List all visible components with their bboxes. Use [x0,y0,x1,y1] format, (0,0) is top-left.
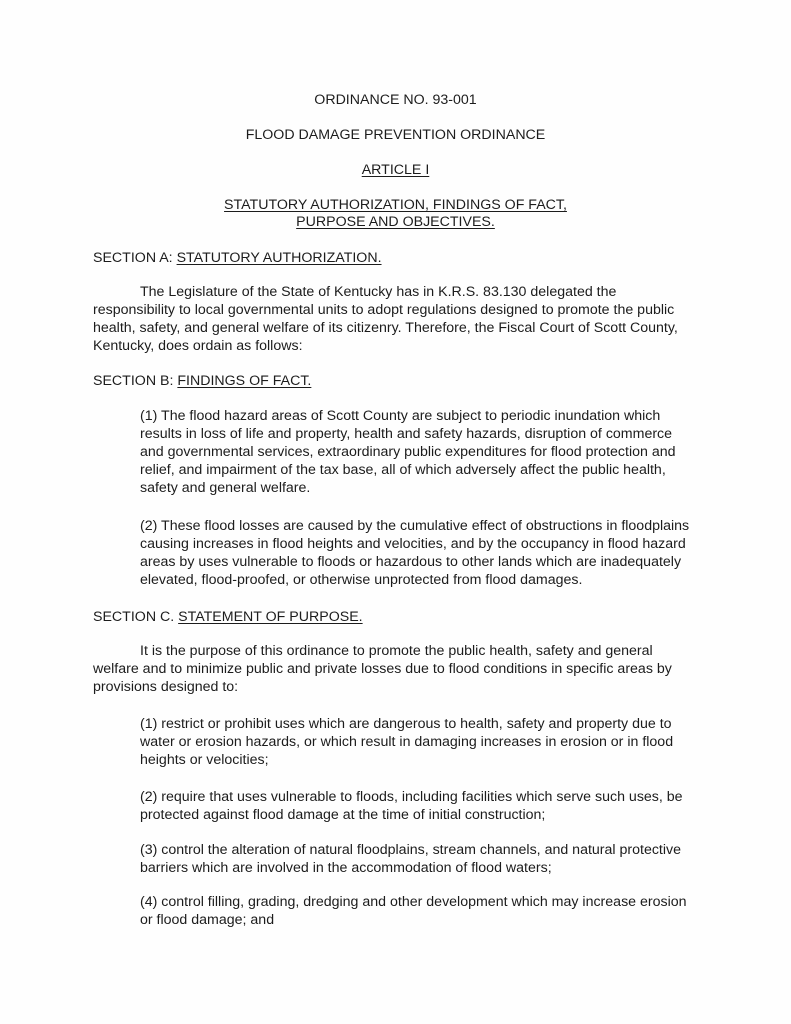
paragraph-line: health, safety, and general welfare of its citizenry. Therefore, the Fiscal Court of Scott County, [93,320,678,337]
section-c-heading [93,608,363,626]
article-title-text: PURPOSE AND OBJECTIVES. [296,214,495,230]
section-prefix: SECTION B: [93,373,178,389]
item-line: safety and general welfare. [140,480,311,497]
section-title: STATEMENT OF PURPOSE. [178,609,363,625]
item-line: (2) require that uses vulnerable to floods, including facilities which serve such uses, be [140,789,683,805]
section-a-heading [93,249,382,267]
item-line: (4) control filling, grading, dredging and other development which may increase erosion [140,894,687,910]
paragraph-line: welfare and to minimize public and private losses due to flood conditions in specific areas by [93,661,672,678]
item-line: (3) control the alteration of natural floodplains, stream channels, and natural protective [140,842,682,858]
item-line: barriers which are involved in the accommodation of flood waters; [140,860,552,877]
item-line: relief, and impairment of the tax base, all of which adversely affect the public health, [140,462,666,479]
paragraph-line: provisions designed to: [93,679,239,696]
article-title-text: STATUTORY AUTHORIZATION, FINDINGS OF FACT, [224,197,567,213]
purpose-item-3 [140,841,720,877]
ordinance-number: ORDINANCE NO. 93-001 [314,92,477,108]
item-line: heights or velocities; [140,752,269,769]
item-line: and governmental services, extraordinary public expenditures for flood protection and [140,444,676,461]
section-a-paragraph [93,283,713,355]
item-line: protected against flood damage at the time of initial construction; [140,807,546,824]
item-line: causing increases in flood heights and velocities, and by the occupancy in flood hazard [140,536,686,553]
item-line: areas by uses vulnerable to floods or hazardous to other lands which are inadequately [140,554,682,571]
article-number: ARTICLE I [361,162,430,178]
paragraph-line: It is the purpose of this ordinance to promote the public health, safety and general [140,643,653,659]
section-prefix: SECTION C. [93,609,179,625]
section-b-heading [93,372,311,390]
item-line: (2) These flood losses are caused by the cumulative effect of obstructions in floodplains [140,518,690,534]
article-title-line-2 [0,213,791,231]
item-line: elevated, flood-proofed, or otherwise unprotected from flood damages. [140,572,583,589]
article-heading [0,161,791,179]
item-line: results in loss of life and property, health and safety hazards, disruption of commerce [140,426,673,443]
purpose-item-4 [140,893,720,929]
paragraph-line: The Legislature of the State of Kentucky has in K.R.S. 83.130 delegated the [140,284,617,300]
section-title: STATUTORY AUTHORIZATION. [176,250,382,266]
item-line: or flood damage; and [140,912,275,929]
section-title: FINDINGS OF FACT. [177,373,312,389]
item-line: water or erosion hazards, or which result in damaging increases in erosion or in flood [140,734,674,751]
item-line: (1) The flood hazard areas of Scott County are subject to periodic inundation which [140,408,661,424]
finding-item-2 [140,517,720,589]
ordinance-title: FLOOD DAMAGE PREVENTION ORDINANCE [245,127,546,143]
paragraph-line: responsibility to local governmental units to adopt regulations designed to promote the public [93,302,675,319]
section-prefix: SECTION A: [93,250,177,266]
article-title-line-1 [0,196,791,214]
item-line: (1) restrict or prohibit uses which are dangerous to health, safety and property due to [140,716,672,732]
purpose-item-1 [140,715,720,769]
purpose-item-2 [140,788,720,824]
paragraph-line: Kentucky, does ordain as follows: [93,338,303,355]
section-c-paragraph [93,642,713,696]
finding-item-1 [140,407,720,497]
